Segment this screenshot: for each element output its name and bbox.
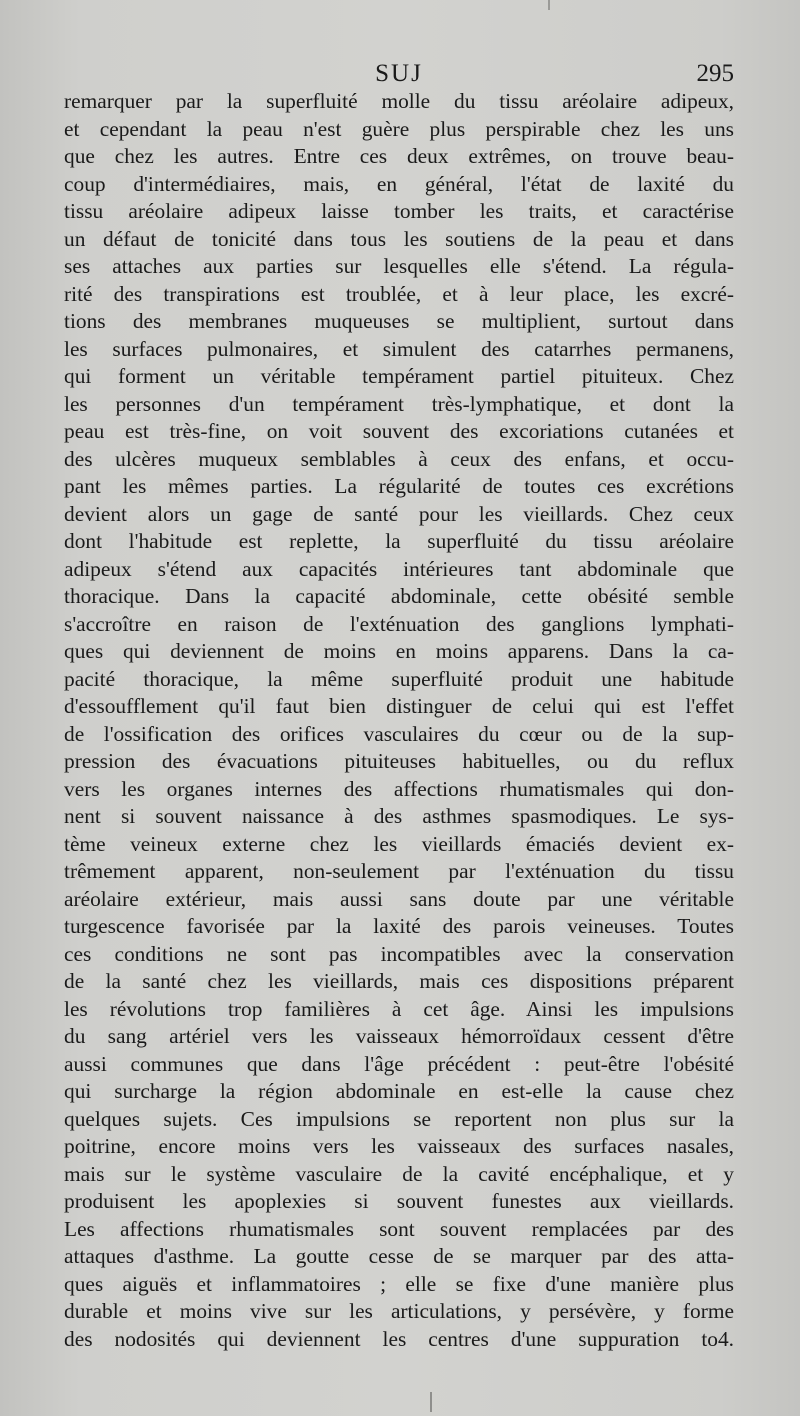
text-line: thoracique. Dans la capacité abdominale, cette obésité semble [64,584,734,608]
text-line: trêmement apparent, non-seulement par l'exténuation du tissu [64,859,734,883]
text-line: pant les mêmes parties. La régularité de toutes ces excrétions [64,474,734,498]
text-line: des nodosités qui deviennent les centres d'une suppuration to4. [64,1326,734,1351]
text-line: s'accroître en raison de l'exténuation des ganglions lymphati- [64,611,734,636]
text-line: nent si souvent naissance à des asthmes spasmodiques. Le sys- [64,804,734,828]
text-line: ses attaches aux parties sur lesquelles elle s'étend. La régula- [64,254,734,278]
text-line: de la santé chez les vieillards, mais ces dispositions préparent [64,969,734,993]
paper-blemish [430,1392,432,1412]
text-line: des ulcères muqueux semblables à ceux des enfans, et occu- [64,446,734,471]
text-line: adipeux s'étend aux capacités intérieures tant abdominale que [64,556,734,581]
text-line: vers les organes internes des affections rhumatismales qui don- [64,776,734,801]
text-line: un défaut de tonicité dans tous les soutiens de la peau et dans [64,226,734,251]
text-line: poitrine, encore moins vers les vaisseaux des surfaces nasales, [64,1134,734,1158]
text-line: peau est très-fine, on voit souvent des excoriations cutanées et [64,419,734,443]
paper-blemish [548,0,550,10]
text-line: les surfaces pulmonaires, et simulent des catarrhes permanens, [64,336,734,361]
running-title: SUJ [375,60,423,87]
body-text [64,88,734,1353]
text-line: durable et moins vive sur les articulations, y persévère, y forme [64,1299,734,1323]
text-line: ces conditions ne sont pas incompatibles avec la conservation [64,941,734,966]
text-line: ques aiguës et inflammatoires ; elle se fixe d'une manière plus [64,1271,734,1296]
text-line: remarquer par la superfluité molle du tissu aréolaire adipeux, [64,89,734,113]
text-line: qui surcharge la région abdominale en est-elle la cause chez [64,1079,734,1103]
text-line: devient alors un gage de santé pour les vieillards. Chez ceux [64,501,734,526]
page-number: 295 [696,60,734,87]
text-line: que chez les autres. Entre ces deux extrêmes, on trouve beau- [64,144,734,168]
text-line: les personnes d'un tempérament très-lymphatique, et dont la [64,391,734,416]
text-line: attaques d'asthme. La goutte cesse de se marquer par des atta- [64,1244,734,1268]
text-line: tissu aréolaire adipeux laisse tomber les traits, et caractérise [64,199,734,223]
text-line: Les affections rhumatismales sont souvent remplacées par des [64,1216,734,1241]
page-header [64,60,734,90]
text-line: pression des évacuations pituiteuses habituelles, ou du reflux [64,749,734,773]
text-line: de l'ossification des orifices vasculaires du cœur ou de la sup- [64,721,734,746]
text-line: quelques sujets. Ces impulsions se reportent non plus sur la [64,1106,734,1131]
text-line: du sang artériel vers les vaisseaux hémorroïdaux cessent d'être [64,1024,734,1048]
text-line: tème veineux externe chez les vieillards émaciés devient ex- [64,831,734,856]
text-line: qui forment un véritable tempérament partiel pituiteux. Chez [64,364,734,388]
text-line: les révolutions trop familières à cet âge. Ainsi les impulsions [64,996,734,1021]
text-line: aréolaire extérieur, mais aussi sans doute par une véritable [64,886,734,911]
text-line: coup d'intermédiaires, mais, en général, l'état de laxité du [64,171,734,196]
text-line: pacité thoracique, la même superfluité produit une habitude [64,666,734,691]
text-line: aussi communes que dans l'âge précédent : peut-être l'obésité [64,1051,734,1076]
text-line: rité des transpirations est troublée, et à leur place, les excré- [64,281,734,306]
text-line: turgescence favorisée par la laxité des parois veineuses. Toutes [64,914,734,938]
text-line: ques qui deviennent de moins en moins apparens. Dans la ca- [64,639,734,663]
text-line: tions des membranes muqueuses se multiplient, surtout dans [64,309,734,333]
text-line: dont l'habitude est replette, la superfluité du tissu aréolaire [64,529,734,553]
text-line: et cependant la peau n'est guère plus perspirable chez les uns [64,116,734,141]
text-line: mais sur le système vasculaire de la cavité encéphalique, et y [64,1161,734,1186]
text-line: produisent les apoplexies si souvent funestes aux vieillards. [64,1189,734,1213]
text-line: d'essoufflement qu'il faut bien distinguer de celui qui est l'effet [64,694,734,718]
